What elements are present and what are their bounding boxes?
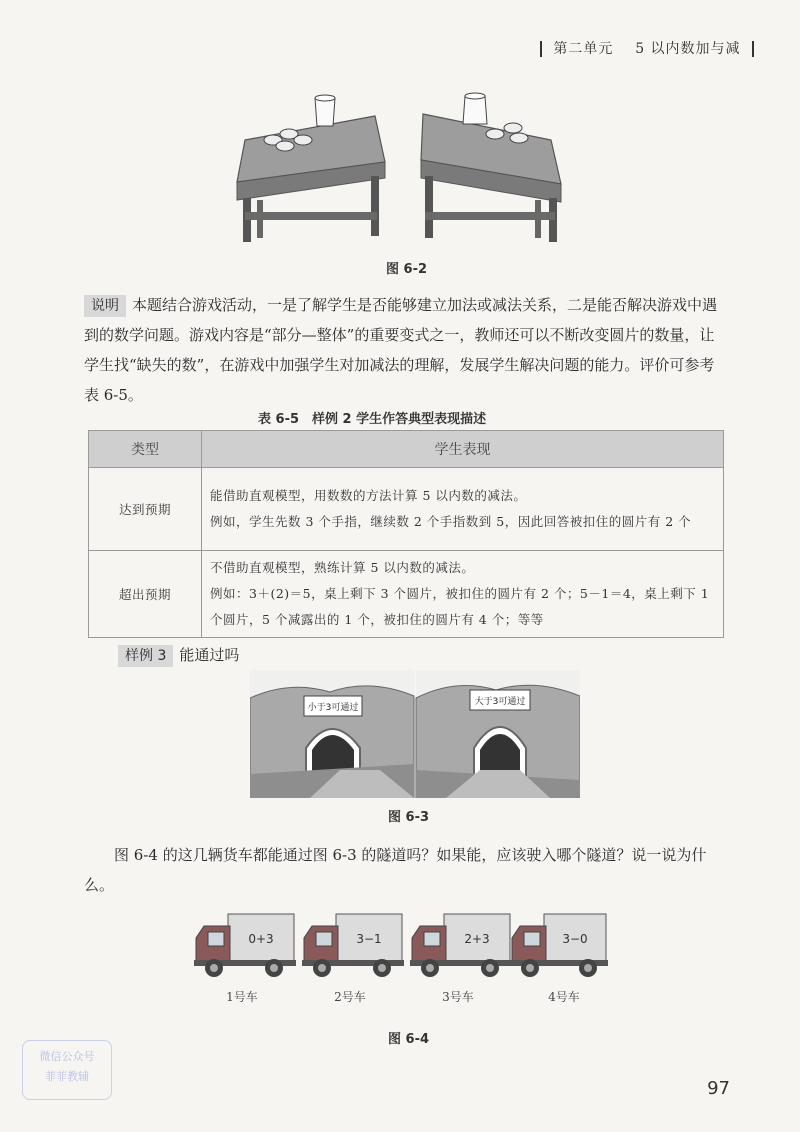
watermark-line: 微信公众号 (39, 1050, 95, 1063)
example-3-tag: 样例 3 (118, 645, 173, 667)
table-header-performance: 学生表现 (202, 431, 724, 468)
figure-6-2-caption: 图 6-2 (386, 262, 428, 277)
truck-2 (302, 914, 404, 977)
truck-1 (194, 914, 296, 977)
truck-label: 4号车 (548, 990, 580, 1004)
desc-line: 例如：3＋(2)＝5，桌上剩下 3 个圆片，被扣住的圆片有 2 个；5－1＝4，桌上剩下 1 个圆片，5 个减露出的 1 个，被扣住的圆片有 4 个；等等 (210, 586, 710, 627)
note-tag: 说明 (84, 295, 126, 317)
table-6-5 (88, 430, 724, 638)
left-table (237, 95, 385, 242)
header-unit: 第二单元 (553, 41, 614, 57)
left-tunnel-sign: 小于3可通过 (307, 703, 359, 713)
truck-expression: 0+3 (248, 932, 274, 946)
desc-line: 例如，学生先数 3 个手指，继续数 2 个手指数到 5，因此回答被扣住的圆片有 2 个 (210, 514, 692, 529)
figure-6-4-illustration (190, 908, 610, 1018)
right-table (421, 93, 561, 242)
right-tunnel (416, 670, 580, 798)
page-number: 97 (707, 1078, 730, 1099)
note-text: 本题结合游戏活动，一是了解学生是否能够建立加法或减法关系，二是能否解决游戏中遇到的数学问题。游戏内容是“部分—整体”的重要变式之一，教师还可以不断改变圆片的数量，让学生找“缺失的数”，在游戏中加强学生对加减法的理解，发展学生解决问题的能力。评价可参考表 6-5。 (84, 296, 718, 404)
figure-6-3-caption: 图 6-3 (388, 810, 430, 825)
truck-expression: 2+3 (464, 932, 490, 946)
figure-6-2-illustration (225, 92, 575, 252)
example-3-heading (118, 644, 239, 667)
table-header-type: 类型 (89, 431, 202, 468)
trucks-svg (190, 908, 610, 980)
header-bar-right (752, 41, 754, 57)
table-row (89, 468, 724, 551)
left-tunnel (250, 670, 414, 798)
table-cell-desc (202, 468, 724, 551)
header-bar-left (540, 41, 542, 57)
question-paragraph: 图 6-4 的这几辆货车都能通过图 6-3 的隧道吗？如果能，应该驶入哪个隧道？说一说为什么。 (84, 846, 707, 894)
truck-label: 1号车 (226, 990, 258, 1004)
desc-line: 不借助直观模型，熟练计算 5 以内数的减法。 (210, 560, 475, 575)
watermark (22, 1040, 112, 1100)
truck-label: 2号车 (334, 990, 366, 1004)
truck-expression: 3−0 (562, 932, 588, 946)
page-header (534, 38, 760, 58)
truck-expression: 3−1 (356, 932, 382, 946)
table-row (89, 551, 724, 638)
note-paragraph (84, 290, 724, 410)
watermark-line: 菲菲教辅 (45, 1070, 89, 1083)
truck-label: 3号车 (442, 990, 474, 1004)
right-tunnel-sign: 大于3可通过 (474, 697, 526, 707)
truck-4 (510, 914, 608, 977)
desc-line: 能借助直观模型，用数数的方法计算 5 以内数的减法。 (210, 488, 527, 503)
figure-6-4-caption: 图 6-4 (388, 1032, 430, 1047)
table-cell-desc (202, 551, 724, 638)
table-header-row (89, 431, 724, 468)
header-title: 5 以内数加与减 (635, 41, 741, 57)
table-cell-type: 超出预期 (89, 551, 202, 638)
figure-6-3-illustration (250, 670, 580, 798)
table-cell-type: 达到预期 (89, 468, 202, 551)
table-6-5-caption: 表 6-5 样例 2 学生作答典型表现描述 (258, 412, 487, 427)
truck-3 (410, 914, 512, 977)
example-3-title: 能通过吗 (179, 646, 240, 664)
